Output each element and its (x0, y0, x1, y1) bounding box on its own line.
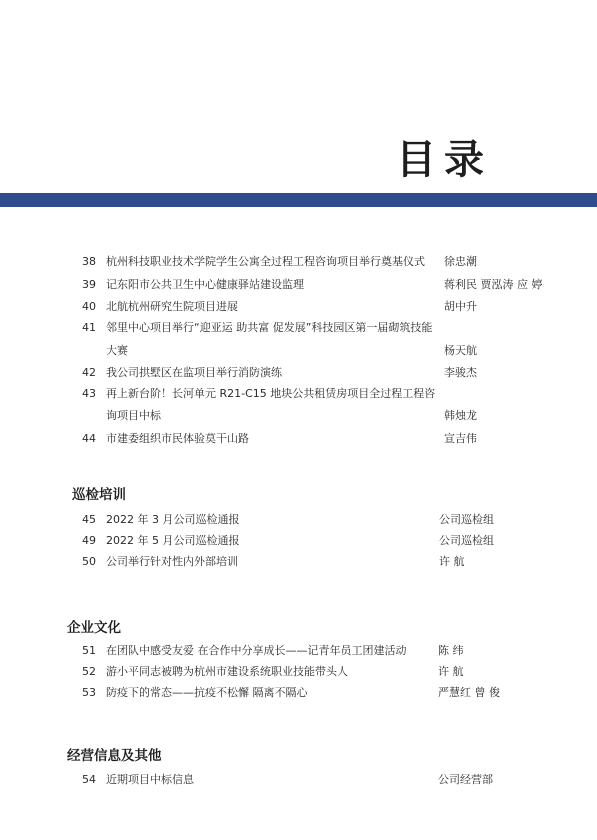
toc-page-number: 41 (82, 321, 96, 334)
toc-page-number: 40 (82, 300, 96, 313)
toc-entry-author: 公司经营部 (438, 773, 493, 786)
section-heading-inspection: 巡检培训 (72, 487, 126, 503)
toc-page-number: 44 (82, 432, 96, 445)
toc-entry-author: 许 航 (438, 665, 464, 678)
toc-entry-title: 公司举行针对性内外部培训 (106, 555, 238, 568)
toc-entry-author: 杨天航 (444, 344, 477, 357)
toc-entry-title: 防疫下的常态——抗疫不松懈 隔离不隔心 (106, 686, 308, 699)
toc-page-number: 50 (82, 555, 96, 568)
toc-entry-author: 胡中升 (444, 300, 477, 313)
section-heading-business: 经营信息及其他 (67, 748, 162, 764)
toc-entry-title: 记东阳市公共卫生中心健康驿站建设监理 (106, 278, 304, 291)
toc-page-number: 42 (82, 366, 96, 379)
toc-entry-title: 杭州科技职业技术学院学生公寓全过程工程咨询项目举行奠基仪式 (106, 255, 425, 268)
toc-entry-author: 徐忠潮 (444, 255, 477, 268)
toc-entry-title-continued: 询项目中标 (106, 409, 161, 422)
toc-entry-title: 市建委组织市民体验莫干山路 (106, 432, 249, 445)
toc-entry-author: 公司巡检组 (439, 534, 494, 547)
toc-entry-author: 蒋利民 贾泓涛 应 婷 (444, 278, 543, 291)
toc-page-number: 54 (82, 773, 96, 786)
toc-page-number: 53 (82, 686, 96, 699)
toc-entry-author: 许 航 (439, 555, 465, 568)
toc-page-number: 52 (82, 665, 96, 678)
toc-page-number: 51 (82, 644, 96, 657)
toc-page-number: 45 (82, 513, 96, 526)
toc-entry-title: 2022 年 5 月公司巡检通报 (106, 534, 240, 547)
toc-entry-author: 宣吉伟 (444, 432, 477, 445)
toc-entry-title: 我公司拱墅区在监项目举行消防演练 (106, 366, 282, 379)
toc-entry-author: 陈 纬 (438, 644, 464, 657)
toc-entry-author: 韩烛龙 (444, 409, 477, 422)
toc-entry-title: 北航杭州研究生院项目进展 (106, 300, 238, 313)
page-title: 目录 (396, 136, 492, 183)
section-heading-culture: 企业文化 (67, 620, 121, 636)
toc-entry-title: 近期项目中标信息 (106, 773, 194, 786)
toc-page-number: 39 (82, 278, 96, 291)
toc-page-number: 43 (82, 387, 96, 400)
toc-entry-title-continued: 大赛 (106, 344, 128, 357)
header-band (0, 193, 597, 207)
toc-page-number: 38 (82, 255, 96, 268)
toc-entry-author: 李骏杰 (444, 366, 477, 379)
toc-entry-title: 再上新台阶！长河单元 R21-C15 地块公共租赁房项目全过程工程咨 (106, 387, 436, 400)
toc-entry-title: 游小平同志被聘为杭州市建设系统职业技能带头人 (106, 665, 348, 678)
toc-entry-title: 邻里中心项目举行“迎亚运 助共富 促发展”科技园区第一届砌筑技能 (106, 321, 433, 334)
toc-page-number: 49 (82, 534, 96, 547)
toc-entry-author: 严慧红 曾 俊 (438, 686, 500, 699)
toc-entry-title: 2022 年 3 月公司巡检通报 (106, 513, 240, 526)
toc-entry-title: 在团队中感受友爱 在合作中分享成长——记青年员工团建活动 (106, 644, 407, 657)
toc-entry-author: 公司巡检组 (439, 513, 494, 526)
